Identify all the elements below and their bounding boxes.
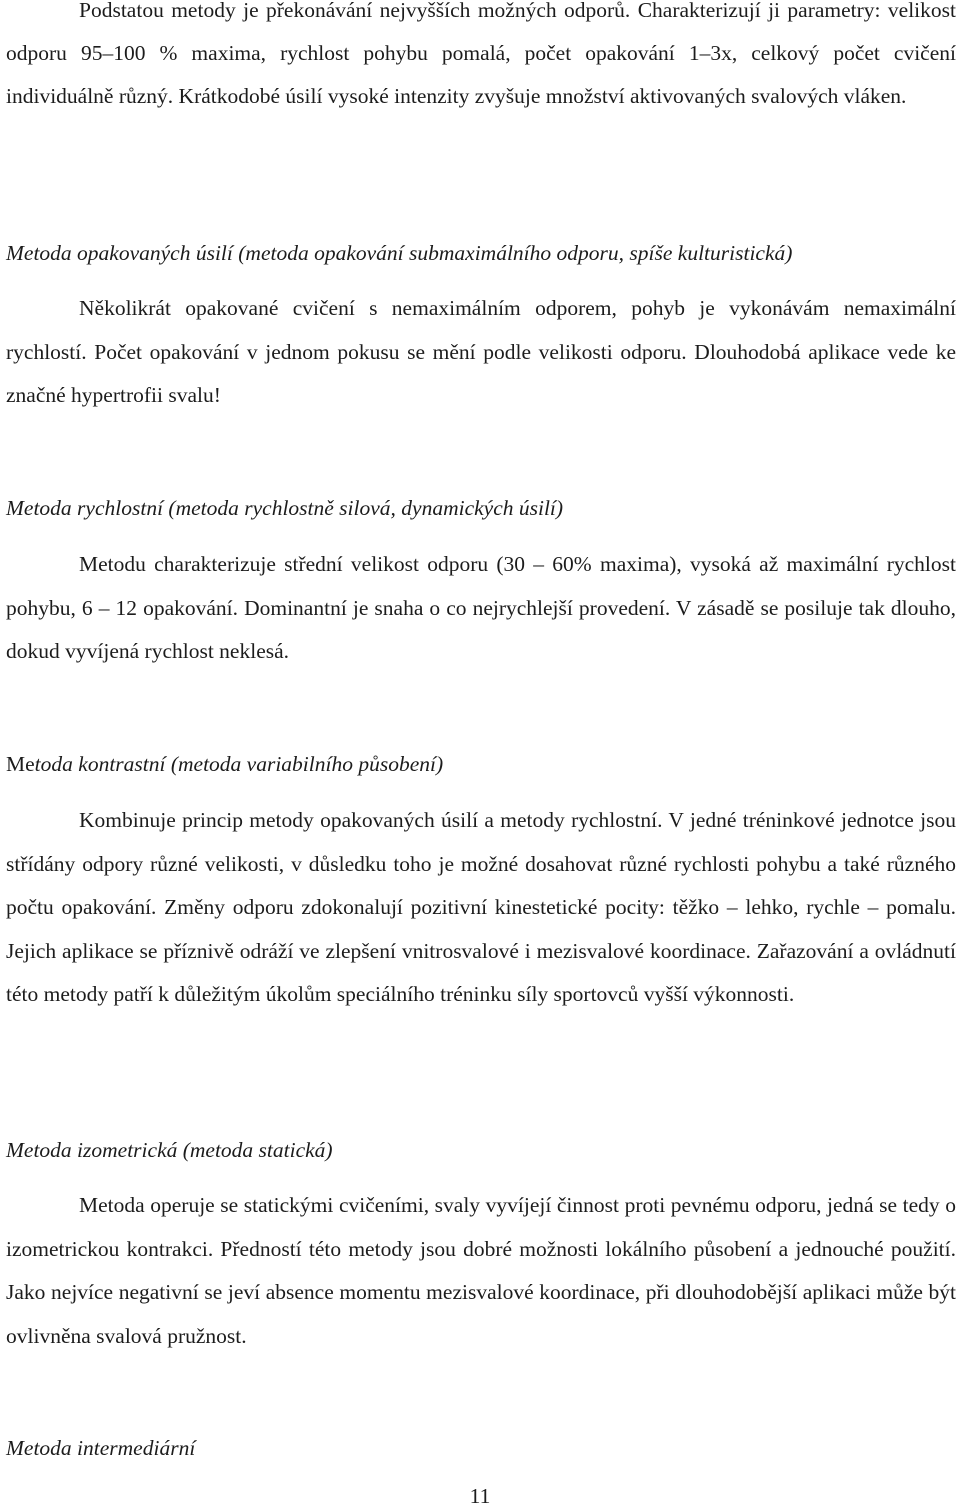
opakovanych-paragraph: Několikrát opakované cvičení s nemaximálním odporem, pohyb je vykonávám nemaximální rychlostí. Počet opakování v jednom pokusu se mění podle velikosti odporu. Dlouhodobá aplikace vede ke značné hypertrofii svalu! <box>6 296 956 407</box>
izometricka-section <box>6 1184 956 1358</box>
intro-section <box>6 0 956 118</box>
rychlostni-paragraph: Metodu charakterizuje střední velikost odporu (30 – 60% maxima), vysoká až maximální rychlost pohybu, 6 – 12 opakování. Dominantní je snaha o co nejrychlejší provedení. V zásadě se posiluje tak dlouho, dokud vyvíjená rychlost neklesá. <box>6 552 956 663</box>
heading-metoda-opakovanych-usili: Metoda opakovaných úsilí (metoda opakování submaximálního odporu, spíše kulturistická) <box>6 241 793 265</box>
heading-metoda-rychlostni: Metoda rychlostní (metoda rychlostně silová, dynamických úsilí) <box>6 496 564 520</box>
izometricka-paragraph: Metoda operuje se statickými cvičeními, svaly vyvíjejí činnost proti pevnému odporu, jedná se tedy o izometrickou kontrakci. Předností této metody jsou dobré možnosti lokálního působení a jednouché použití. Jako nejvíce negativní se jeví absence momentu mezisvalové koordinace, při dlouhodobější aplikaci může být ovlivněna svalová pružnost. <box>6 1193 956 1348</box>
intro-paragraph: Podstatou metody je překonávání nejvyšších možných odporů. Charakterizují ji parametry: velikost odporu 95–100 % maxima, rychlost pohybu pomalá, počet opakování 1–3x, celkový počet cvičení individuálně různý. Krátkodobé úsilí vysoké intenzity zvyšuje množství aktivovaných svalových vláken. <box>6 0 956 108</box>
heading-metoda-intermediarni: Metoda intermediární <box>6 1436 196 1460</box>
heading-kontrastni-prefix: Me <box>6 752 35 776</box>
kontrastni-paragraph: Kombinuje princip metody opakovaných úsilí a metody rychlostní. V jedné tréninkové jednotce jsou střídány odpory různé velikosti, v důsledku toho je možné dosahovat různé rychlosti pohybu a také různého počtu opakování. Změny odporu zdokonalují pozitivní kinestetické pocity: těžko – lehko, rychle – pomalu. Jejich aplikace se příznivě odráží ve zlepšení vnitrosvalové i mezisvalové koordinace. Zařazování a ovládnutí této metody patří k důležitým úkolům speciálního tréninku síly sportovců vyšší výkonnosti. <box>6 808 956 1006</box>
opakovanych-section <box>6 287 956 418</box>
page-number: 11 <box>469 1484 491 1508</box>
heading-kontrastni-rest: toda kontrastní (metoda variabilního působení) <box>34 752 444 776</box>
rychlostni-section <box>6 543 956 674</box>
heading-metoda-kontrastni <box>6 752 443 777</box>
heading-metoda-izometricka: Metoda izometrická (metoda statická) <box>6 1138 333 1162</box>
kontrastni-section <box>6 799 956 1017</box>
